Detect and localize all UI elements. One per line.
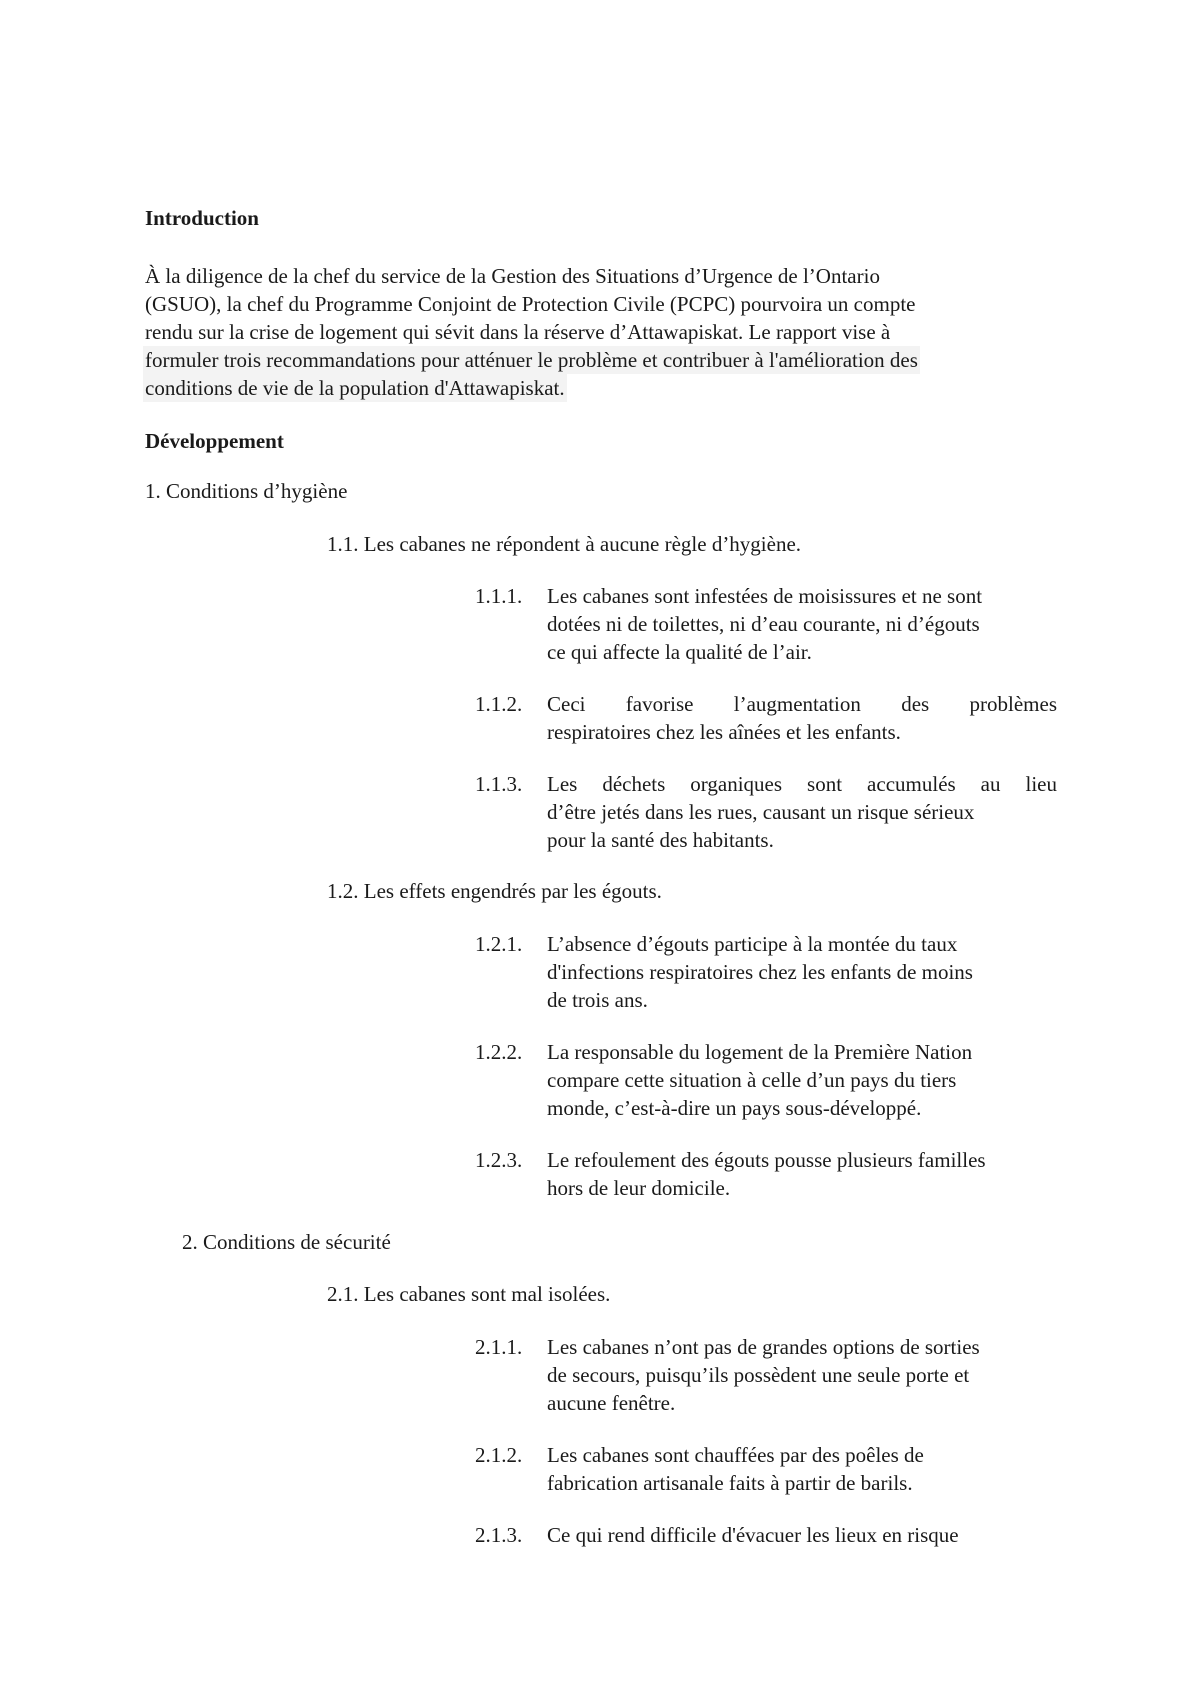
item-line: Ce qui rend difficile d'évacuer les lieux en risque xyxy=(547,1523,959,1547)
item-line: Les déchets organiques sont accumulés au lieu xyxy=(547,772,1057,796)
item-number: 1.1.3. xyxy=(475,772,523,796)
item-line: monde, c’est-à-dire un pays sous-développé. xyxy=(547,1096,922,1120)
item-line: La responsable du logement de la Première Nation xyxy=(547,1040,973,1064)
development-heading: Développement xyxy=(145,429,284,453)
subsection-1-2-title: 1.2. Les effets engendrés par les égouts. xyxy=(327,879,662,903)
item-number: 1.2.2. xyxy=(475,1040,523,1064)
subsection-2-1-title: 2.1. Les cabanes sont mal isolées. xyxy=(327,1282,611,1306)
item-line: Le refoulement des égouts pousse plusieurs familles xyxy=(547,1148,986,1172)
item-number: 1.1.2. xyxy=(475,692,523,716)
item-line: d’être jetés dans les rues, causant un risque sérieux xyxy=(547,800,975,824)
item-line: respiratoires chez les aînées et les enfants. xyxy=(547,720,901,744)
item-text xyxy=(547,1038,1057,1122)
item-line: compare cette situation à celle d’un pays du tiers xyxy=(547,1068,957,1092)
item-line: fabrication artisanale faits à partir de barils. xyxy=(547,1471,913,1495)
intro-heading: Introduction xyxy=(145,206,259,230)
intro-line-text: formuler trois recommandations pour atténuer le problème et contribuer à l'amélioration des xyxy=(145,348,918,372)
item-number: 2.1.2. xyxy=(475,1443,523,1467)
item-line: aucune fenêtre. xyxy=(547,1391,676,1415)
section-1-title: 1. Conditions d’hygiène xyxy=(145,479,348,503)
intro-line: À la diligence de la chef du service de la Gestion des Situations d’Urgence de l’Ontario xyxy=(145,264,880,288)
item-line: hors de leur domicile. xyxy=(547,1176,731,1200)
item-text xyxy=(547,1441,1057,1497)
item-number: 1.1.1. xyxy=(475,584,523,608)
intro-line-highlighted xyxy=(145,346,1045,374)
item-line: dotées ni de toilettes, ni d’eau courante, ni d’égouts xyxy=(547,612,980,636)
intro-paragraph xyxy=(145,262,1045,402)
item-line: d'infections respiratoires chez les enfants de moins xyxy=(547,960,973,984)
item-text xyxy=(547,1146,1057,1202)
item-number: 2.1.1. xyxy=(475,1335,523,1359)
item-text xyxy=(547,1521,1057,1549)
item-line: Les cabanes sont chauffées par des poêles de xyxy=(547,1443,924,1467)
intro-line: (GSUO), la chef du Programme Conjoint de Protection Civile (PCPC) pourvoira un compte xyxy=(145,292,916,316)
intro-line: rendu sur la crise de logement qui sévit dans la réserve d’Attawapiskat. Le rapport vise à xyxy=(145,320,891,344)
item-number: 2.1.3. xyxy=(475,1523,523,1547)
intro-line-highlighted xyxy=(145,374,1045,402)
subsection-1-1-title: 1.1. Les cabanes ne répondent à aucune règle d’hygiène. xyxy=(327,532,802,556)
item-text xyxy=(547,690,1057,746)
item-line: de trois ans. xyxy=(547,988,648,1012)
item-line: Ceci favorise l’augmentation des problèmes xyxy=(547,692,1057,716)
intro-line-text: conditions de vie de la population d'Attawapiskat. xyxy=(145,376,565,400)
item-text xyxy=(547,930,1057,1014)
item-line: Les cabanes n’ont pas de grandes options de sorties xyxy=(547,1335,980,1359)
item-line: pour la santé des habitants. xyxy=(547,828,774,852)
item-number: 1.2.3. xyxy=(475,1148,523,1172)
item-line: L’absence d’égouts participe à la montée du taux xyxy=(547,932,958,956)
item-text xyxy=(547,582,1057,666)
item-number: 1.2.1. xyxy=(475,932,523,956)
item-text xyxy=(547,1333,1057,1417)
item-line: de secours, puisqu’ils possèdent une seule porte et xyxy=(547,1363,970,1387)
item-line: ce qui affecte la qualité de l’air. xyxy=(547,640,812,664)
item-line: Les cabanes sont infestées de moisissures et ne sont xyxy=(547,584,983,608)
section-2-title: 2. Conditions de sécurité xyxy=(182,1230,391,1254)
item-text xyxy=(547,770,1057,854)
